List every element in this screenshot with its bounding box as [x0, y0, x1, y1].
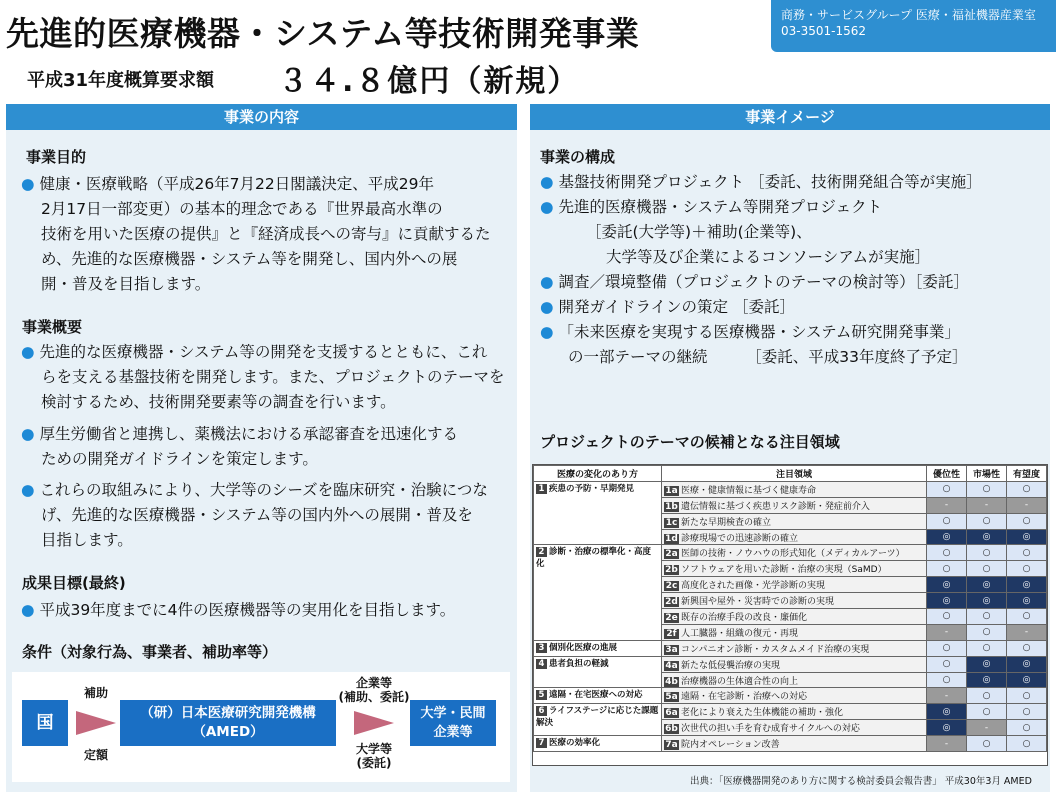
- focus-area-id: 6a: [665, 708, 678, 719]
- rating-cell: ○: [1007, 720, 1047, 736]
- focus-area-text: 人工臓器・組織の復元・再現: [681, 628, 799, 639]
- focus-area-id: 2a: [665, 549, 678, 560]
- focus-area-cell: [662, 688, 927, 704]
- focus-area-cell: [662, 624, 927, 640]
- focus-area-cell: [662, 656, 927, 672]
- focus-area-cell: [662, 640, 927, 656]
- category-name: 疾患の予防・早期発見: [549, 483, 635, 494]
- rating-cell: ○: [927, 609, 967, 625]
- header-focus-area: 注目領域: [662, 466, 927, 482]
- to-universities-label: [338, 742, 410, 770]
- header-change: 医療の変化のあり方: [534, 466, 662, 482]
- focus-area-id: 2c: [665, 581, 678, 592]
- structure-item: [540, 345, 982, 370]
- focus-area-id: 2b: [665, 565, 678, 576]
- rating-cell: ○: [1007, 545, 1047, 561]
- bullet-dot: ●: [540, 298, 559, 316]
- focus-area-cell: [662, 481, 927, 497]
- business-image-panel: [530, 104, 1050, 792]
- overview-line: らを支える基盤技術を開発します。また、プロジェクトのテーマを: [41, 368, 505, 386]
- overview-bullet: [21, 478, 488, 553]
- budget-label: 平成31年度概算要求額: [27, 70, 215, 91]
- focus-area-id: 7a: [665, 740, 678, 751]
- bullet-dot: ●: [540, 198, 559, 216]
- rating-cell: -: [967, 497, 1007, 513]
- rating-cell: -: [1007, 497, 1047, 513]
- overview-line: 厚生労働省と連携し、薬機法における承認審査を迅速化する: [39, 425, 458, 443]
- rating-cell: ○: [927, 481, 967, 497]
- category-name: 医療の効率化: [549, 738, 601, 749]
- category-cell: [534, 481, 662, 545]
- category-number: 3: [536, 643, 547, 653]
- focus-area-id: 5a: [665, 692, 678, 703]
- focus-area-text: 診療現場での迅速診断の確立: [681, 533, 799, 544]
- purpose-line: め、先進的な医療機器・システム等を開発し、国内外への展: [41, 250, 458, 268]
- focus-area-id: 2e: [665, 612, 678, 623]
- structure-item: [540, 320, 982, 345]
- category-name: 患者負担の軽減: [549, 658, 609, 669]
- rating-cell: ○: [1007, 704, 1047, 720]
- purpose-title: 事業目的: [26, 148, 87, 166]
- rating-cell: ◎: [1007, 577, 1047, 593]
- goal-title: 成果目標(最終): [22, 574, 126, 592]
- structure-item: [540, 170, 982, 195]
- rating-cell: ○: [927, 545, 967, 561]
- rating-cell: ◎: [967, 656, 1007, 672]
- rating-cell: ○: [1007, 640, 1047, 656]
- category-cell: [534, 736, 662, 752]
- bullet-dot: ●: [540, 173, 559, 191]
- category-cell: [534, 640, 662, 656]
- focus-area-id: 6b: [665, 724, 678, 735]
- category-number: 2: [536, 547, 547, 557]
- category-number: 4: [536, 659, 547, 669]
- rating-cell: ◎: [927, 720, 967, 736]
- rating-cell: ◎: [927, 577, 967, 593]
- rating-cell: -: [927, 736, 967, 752]
- full-amount-label: 定額: [83, 748, 108, 762]
- rating-cell: ○: [967, 640, 1007, 656]
- rating-cell: ○: [967, 609, 1007, 625]
- structure-text: 基盤技術開発プロジェクト ［委託、技術開発組合等が実施］: [558, 173, 982, 191]
- overview-line: これらの取組みにより、大学等のシーズを臨床研究・治験につな: [39, 481, 488, 499]
- structure-item: [540, 245, 982, 270]
- focus-area-text: ソフトウェアを用いた診断・治療の実現（SaMD）: [681, 565, 887, 576]
- table-row: [534, 640, 1047, 656]
- rating-cell: ◎: [1007, 529, 1047, 545]
- table-body: [534, 481, 1047, 751]
- structure-item: [540, 295, 982, 320]
- overview-line: げ、先進的な医療機器・システム等の国内外への展開・普及を: [41, 506, 473, 524]
- rating-cell: ○: [927, 640, 967, 656]
- amed-name: （研）日本医療研究開発機構: [140, 705, 316, 721]
- arrow-icon: [354, 711, 394, 735]
- recipient-box: [410, 700, 496, 746]
- focus-areas-title: プロジェクトのテーマの候補となる注目領域: [540, 433, 840, 451]
- structure-text: ［委託(大学等)＋補助(企業等)、: [586, 223, 812, 241]
- rating-cell: ○: [967, 481, 1007, 497]
- rating-cell: ○: [927, 561, 967, 577]
- focus-area-id: 3a: [665, 644, 678, 655]
- structure-item: [540, 195, 982, 220]
- focus-area-id: 4b: [665, 676, 678, 687]
- category-number: 1: [536, 484, 547, 494]
- goal-line: 平成39年度までに4件の医療機器等の実用化を目指します。: [39, 601, 456, 619]
- rating-cell: ◎: [967, 672, 1007, 688]
- rating-cell: ○: [1007, 481, 1047, 497]
- conditions-title: 条件（対象行為、事業者、補助率等）: [22, 643, 278, 661]
- rating-cell: ○: [1007, 513, 1047, 529]
- purpose-line: 開・普及を目指します。: [41, 275, 211, 293]
- subsidy-label: 補助: [83, 686, 108, 700]
- focus-area-cell: [662, 704, 927, 720]
- focus-area-cell: [662, 736, 927, 752]
- table-row: [534, 736, 1047, 752]
- focus-area-text: 院内オペレーション改善: [681, 740, 780, 751]
- structure-item: [540, 220, 982, 245]
- recipient-line: 企業等: [433, 725, 473, 740]
- rating-cell: ○: [927, 656, 967, 672]
- contact-department: 商務・サービスグループ 医療・福祉機器産業室: [781, 8, 1036, 22]
- rating-cell: ○: [927, 672, 967, 688]
- business-image-header: 事業イメージ: [530, 104, 1050, 130]
- bullet-dot: ●: [21, 481, 40, 499]
- focus-area-cell: [662, 561, 927, 577]
- rating-cell: -: [927, 624, 967, 640]
- category-cell: [534, 704, 662, 736]
- category-name: 個別化医療の進展: [549, 642, 618, 653]
- purpose-line: 技術を用いた医療の提供』と『経済成長への寄与』に貢献するた: [41, 225, 491, 243]
- purpose-text: [21, 172, 491, 297]
- focus-area-id: 1d: [665, 533, 678, 544]
- focus-area-id: 1a: [665, 485, 678, 496]
- table-row: [534, 704, 1047, 720]
- recipient-line: 大学・民間: [420, 706, 486, 721]
- rating-cell: ○: [1007, 561, 1047, 577]
- focus-area-text: 新興国や屋外・災害時での診断の実現: [681, 597, 835, 608]
- structure-list: [540, 170, 982, 370]
- to-universities-line: (委託): [356, 756, 392, 770]
- goal-text: [21, 598, 455, 623]
- category-name: ライフステージに応じた課題解決: [536, 706, 659, 729]
- overview-line: ための開発ガイドラインを策定します。: [41, 450, 318, 468]
- focus-area-id: 1c: [665, 517, 678, 528]
- rating-cell: ○: [967, 736, 1007, 752]
- rating-cell: ◎: [967, 593, 1007, 609]
- structure-text: 調査／環境整備（プロジェクトのテーマの検討等）［委託］: [558, 273, 969, 291]
- focus-area-text: 遺伝情報に基づく疾患リスク診断・発症前介入: [681, 501, 870, 512]
- rating-cell: ○: [967, 513, 1007, 529]
- focus-area-id: 4a: [665, 660, 678, 671]
- overview-title: 事業概要: [22, 318, 83, 336]
- structure-text: 「未来医療を実現する医療機器・システム研究開発事業」: [558, 323, 960, 341]
- focus-area-text: 新たな低侵襲治療の実現: [681, 660, 781, 671]
- rating-cell: -: [1007, 624, 1047, 640]
- to-companies-label: [338, 676, 410, 704]
- category-number: 6: [536, 706, 547, 716]
- focus-area-text: コンパニオン診断・カスタムメイド治療の実現: [681, 644, 870, 655]
- focus-area-text: 医師の技術・ノウハウの形式知化（メディカルアーツ）: [681, 549, 905, 560]
- focus-area-text: 老化により衰えた生体機能の補助・強化: [681, 708, 844, 719]
- category-name: 診断・治療の標準化・高度化: [536, 547, 652, 570]
- focus-areas-table: [532, 464, 1048, 766]
- focus-area-text: 遠隔・在宅診断・治療への対応: [681, 692, 808, 703]
- contact-phone: 03-3501-1562: [781, 24, 867, 38]
- table-row: [534, 545, 1047, 561]
- rating-cell: ◎: [1007, 656, 1047, 672]
- focus-area-cell: [662, 609, 927, 625]
- overview-bullet: [21, 422, 458, 472]
- rating-cell: ○: [967, 624, 1007, 640]
- rating-cell: ○: [927, 513, 967, 529]
- overview-line: 目指します。: [41, 531, 133, 549]
- rating-cell: ○: [1007, 736, 1047, 752]
- arrow-icon: [76, 711, 116, 735]
- focus-area-id: 2d: [665, 597, 678, 608]
- focus-area-text: 既存の治療手段の改良・廉価化: [681, 612, 808, 623]
- structure-text: の一部テーマの継続 ［委託、平成33年度終了予定］: [568, 348, 968, 366]
- focus-area-id: 2f: [664, 629, 679, 639]
- rating-cell: ○: [967, 561, 1007, 577]
- overview-line: 先進的な医療機器・システム等の開発を支援するとともに、これ: [39, 343, 488, 361]
- overview-line: 検討するため、技術開発要素等の調査を行います。: [41, 393, 396, 411]
- category-number: 5: [536, 690, 547, 700]
- purpose-line: 2月17日一部変更）の基本的理念である『世界最高水準の: [41, 200, 443, 218]
- rating-cell: ○: [1007, 688, 1047, 704]
- bullet-dot: ●: [540, 323, 559, 341]
- rating-cell: -: [967, 720, 1007, 736]
- rating-cell: ◎: [967, 577, 1007, 593]
- purpose-line: 健康・医療戦略（平成26年7月22日閣議決定、平成29年: [39, 175, 434, 193]
- rating-cell: -: [927, 497, 967, 513]
- table-row: [534, 481, 1047, 497]
- page-title: 先進的医療機器・システム等技術開発事業: [6, 14, 640, 53]
- table-row: [534, 656, 1047, 672]
- rating-cell: ○: [967, 704, 1007, 720]
- structure-title: 事業の構成: [540, 148, 616, 166]
- header-advantage: 優位性: [927, 466, 967, 482]
- structure-text: 先進的医療機器・システム等開発プロジェクト: [558, 198, 883, 216]
- source-citation: 出典：「医療機器開発のあり方に関する検討委員会報告書」 平成30年3月 AMED: [690, 776, 1032, 787]
- focus-area-cell: [662, 545, 927, 561]
- overview-bullet: [21, 340, 504, 415]
- focus-area-text: 次世代の担い手を育む成育サイクルへの対応: [681, 724, 860, 735]
- rating-cell: ◎: [1007, 593, 1047, 609]
- rating-cell: ◎: [927, 529, 967, 545]
- rating-cell: -: [927, 688, 967, 704]
- focus-area-text: 新たな早期検査の確立: [681, 517, 772, 528]
- to-companies-line: 企業等: [355, 676, 392, 690]
- rating-cell: ○: [967, 545, 1007, 561]
- bullet-dot: ●: [21, 343, 40, 361]
- focus-area-text: 医療・健康情報に基づく健康寿命: [681, 485, 817, 496]
- category-cell: [534, 688, 662, 704]
- structure-item: [540, 270, 982, 295]
- structure-text: 開発ガイドラインの策定 ［委託］: [558, 298, 795, 316]
- focus-area-cell: [662, 672, 927, 688]
- to-companies-line: (補助、委託): [338, 690, 410, 704]
- focus-area-cell: [662, 529, 927, 545]
- category-cell: [534, 545, 662, 640]
- rating-cell: ◎: [967, 529, 1007, 545]
- bullet-dot: ●: [540, 273, 559, 291]
- funding-flow-diagram: [12, 672, 510, 782]
- rating-cell: ◎: [927, 593, 967, 609]
- bullet-dot: ●: [21, 601, 40, 619]
- focus-area-cell: [662, 577, 927, 593]
- rating-cell: ○: [967, 688, 1007, 704]
- rating-cell: ○: [1007, 609, 1047, 625]
- contact-box: [771, 0, 1056, 52]
- business-content-panel: [6, 104, 517, 792]
- rating-cell: ◎: [1007, 672, 1047, 688]
- business-content-header: 事業の内容: [6, 104, 517, 130]
- category-name: 遠隔・在宅医療への対応: [549, 690, 643, 701]
- focus-area-cell: [662, 497, 927, 513]
- amed-box: [120, 700, 336, 746]
- category-number: 7: [536, 738, 547, 748]
- header-marketability: 市場性: [967, 466, 1007, 482]
- focus-area-cell: [662, 720, 927, 736]
- focus-area-text: 高度化された画像・光学診断の実現: [681, 581, 826, 592]
- focus-area-cell: [662, 513, 927, 529]
- header-promise: 有望度: [1007, 466, 1047, 482]
- bullet-dot: ●: [21, 175, 40, 193]
- table-row: [534, 688, 1047, 704]
- budget-amount: ３４.８億円（新規）: [278, 64, 580, 99]
- amed-abbr: （AMED）: [192, 724, 264, 740]
- focus-area-cell: [662, 593, 927, 609]
- focus-area-id: 1b: [665, 501, 678, 512]
- focus-area-text: 治療機器の生体適合性の向上: [681, 676, 799, 687]
- country-box: 国: [22, 700, 68, 746]
- structure-text: 大学等及び企業によるコンソーシアムが実施］: [606, 248, 931, 266]
- rating-cell: ◎: [927, 704, 967, 720]
- bullet-dot: ●: [21, 425, 40, 443]
- category-cell: [534, 656, 662, 688]
- to-universities-line: 大学等: [355, 742, 392, 756]
